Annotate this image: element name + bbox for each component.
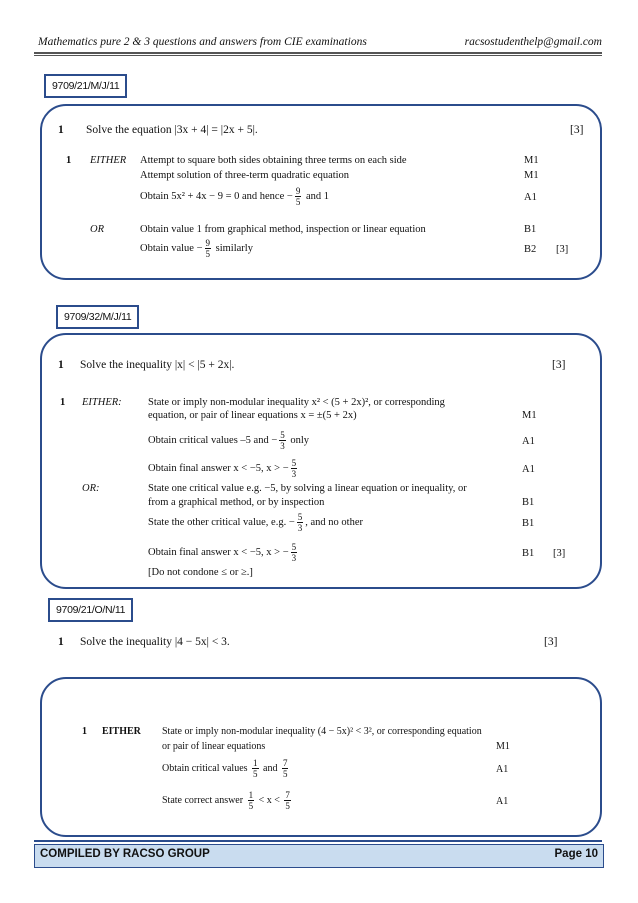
mark-code: B1 — [522, 548, 535, 559]
mark-code: A1 — [496, 796, 509, 807]
paper-code-tag: 9709/21/M/J/11 — [44, 74, 127, 98]
header-title: Mathematics pure 2 & 3 questions and answers from CIE examinations — [38, 36, 367, 48]
scheme-line: Attempt solution of three-term quadratic equation — [140, 170, 350, 181]
scheme-line: Obtain final answer x < −5, x > − $\frac{5}{3}$ — [148, 542, 297, 563]
question-number: 1 — [58, 359, 64, 371]
method-label: OR: — [82, 483, 100, 494]
paper-code-tag: 9709/32/M/J/11 — [56, 305, 139, 329]
mark-scheme-box — [40, 677, 602, 837]
scheme-line: Obtain value 1 from graphical method, inspection or linear equation — [140, 224, 426, 235]
scheme-line: State or imply non-modular inequality x² < (5 + 2x)², or corresponding — [148, 397, 445, 408]
mark-code: A1 — [524, 192, 537, 203]
scheme-line: Attempt to square both sides obtaining three terms on each side — [140, 155, 407, 166]
question-marks: [3] — [570, 124, 584, 136]
scheme-line: equation, or pair of linear equations x = ±(5 + 2x) — [148, 410, 357, 421]
scheme-line: State the other critical value, e.g. − $\frac{5}{3}$ , and no other — [148, 512, 363, 533]
method-label: EITHER — [90, 155, 127, 166]
total-marks: [3] — [556, 244, 569, 255]
scheme-line: from a graphical method, or by inspection — [148, 497, 325, 508]
mark-code: M1 — [524, 170, 539, 181]
mark-code: B1 — [522, 518, 535, 529]
footer-rule — [34, 840, 602, 842]
scheme-line: Obtain critical values –5 and − $\frac{5}{3}$ only — [148, 430, 310, 451]
scheme-line: Obtain critical values $\frac{1}{5}$ and $\frac{7}{5}$ — [162, 758, 288, 779]
question-number: 1 — [58, 124, 64, 136]
header-rule — [34, 52, 602, 54]
header-rule-thin — [34, 55, 602, 56]
mark-code: A1 — [496, 764, 509, 775]
mark-scheme-box — [40, 333, 602, 589]
mark-code: B1 — [524, 224, 537, 235]
total-marks: [3] — [553, 548, 566, 559]
header-email[interactable]: racsostudenthelp@gmail.com — [464, 36, 602, 48]
mark-code: B1 — [522, 497, 535, 508]
question-text: Solve the inequality |4 − 5x| < 3. — [80, 636, 230, 648]
scheme-line: Obtain final answer x < −5, x > − $\frac{5}{3}$ — [148, 458, 297, 479]
question-marks: [3] — [552, 359, 566, 371]
answer-number: 1 — [66, 155, 72, 166]
question-text: Solve the equation |3x + 4| = |2x + 5|. — [86, 124, 258, 136]
scheme-line: State one critical value e.g. −5, by solving a linear equation or inequality, or — [148, 483, 467, 494]
scheme-line: Obtain value − $\frac{9}{5}$ similarly — [140, 238, 253, 259]
scheme-line: State or imply non-modular inequality (4 − 5x)² < 3², or corresponding equation — [162, 726, 482, 737]
page-number: Page 10 — [554, 848, 598, 860]
answer-number: 1 — [60, 397, 66, 408]
question-number: 1 — [58, 636, 64, 648]
mark-code: A1 — [522, 464, 535, 475]
scheme-line: or pair of linear equations — [162, 741, 266, 752]
paper-code-tag: 9709/21/O/N/11 — [48, 598, 133, 622]
scheme-line: State correct answer $\frac{1}{5}$ < x < $\frac{7}{5}$ — [162, 790, 290, 811]
method-label: EITHER — [102, 726, 141, 737]
question-text: Solve the inequality |x| < |5 + 2x|. — [80, 359, 235, 371]
mark-code: A1 — [522, 436, 535, 447]
method-label: OR — [90, 224, 104, 235]
mark-code: M1 — [496, 741, 510, 752]
method-label: EITHER: — [82, 397, 122, 408]
mark-code: M1 — [522, 410, 537, 421]
answer-number: 1 — [82, 726, 87, 737]
scheme-line: Obtain 5x² + 4x − 9 = 0 and hence − $\frac{9}{5}$ and 1 — [140, 186, 329, 207]
mark-code: B2 — [524, 244, 537, 255]
scheme-note: [Do not condone ≤ or ≥.] — [148, 567, 253, 578]
mark-code: M1 — [524, 155, 539, 166]
question-marks: [3] — [544, 636, 558, 648]
footer-credit: COMPILED BY RACSO GROUP — [40, 848, 210, 860]
